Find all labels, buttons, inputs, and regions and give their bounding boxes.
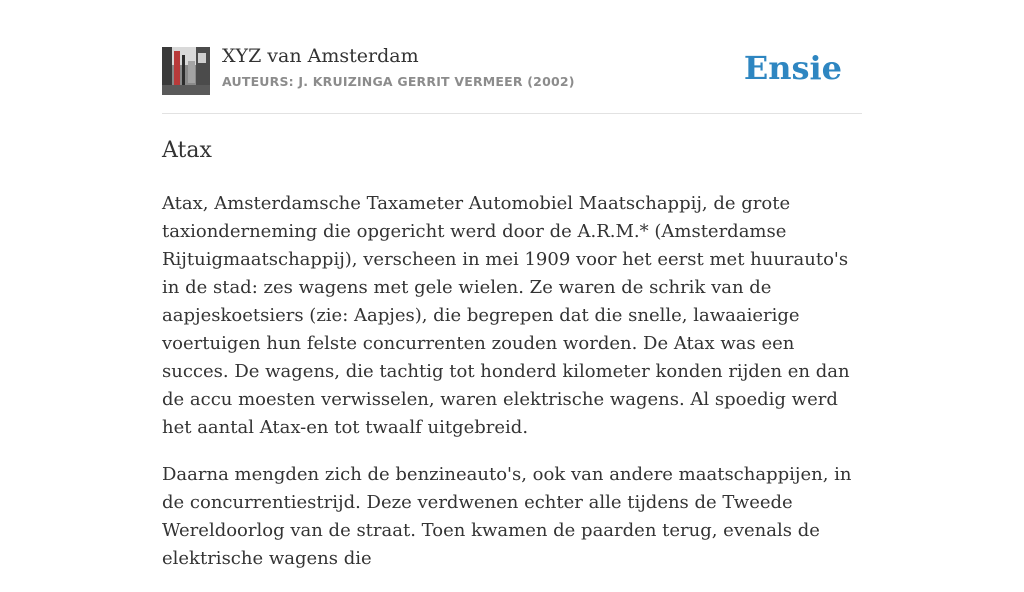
content-column bbox=[162, 0, 862, 569]
book-header bbox=[162, 0, 862, 114]
article-paragraph: Atax, Amsterdamsche Taxameter Automobiel Maatschappij, de grote taxionderneming die opgericht werd door de A.R.M.* (Amsterdamse Rijtuigmaatschappij), verscheen in mei 1909 voor het eerst met huurauto's in de stad: zes wagens met gele wielen. Ze waren de schrik van de aapjeskoetsiers (zie: Aapjes), die begrepen dat die snelle, lawaaierige voertuigen hun felste concurrenten zouden worden. De Atax was een succes. De wagens, die tachtig tot honderd kilometer konden rijden en dan de accu moesten verwisselen, waren elektrische wagens. Al spoedig werd het aantal Atax-en tot twaalf uitgebreid. bbox=[162, 193, 850, 438]
book-title[interactable]: XYZ van Amsterdam bbox=[222, 45, 419, 67]
article-body bbox=[162, 190, 862, 592]
ensie-logo[interactable]: Ensie bbox=[743, 49, 842, 87]
article-title: Atax bbox=[162, 138, 212, 163]
book-cover-photo-icon[interactable] bbox=[162, 47, 210, 95]
book-authors: AUTEURS: J. KRUIZINGA GERRIT VERMEER (2002) bbox=[222, 74, 575, 89]
article-paragraph: Daarna mengden zich de benzineauto's, ook van andere maatschappijen, in de concurrentiestrijd. Deze verdwenen echter alle tijdens de Tweede Wereldoorlog van de straat. Toen kwamen de paarden terug, evenals de elektrische wagens die bbox=[162, 464, 852, 569]
